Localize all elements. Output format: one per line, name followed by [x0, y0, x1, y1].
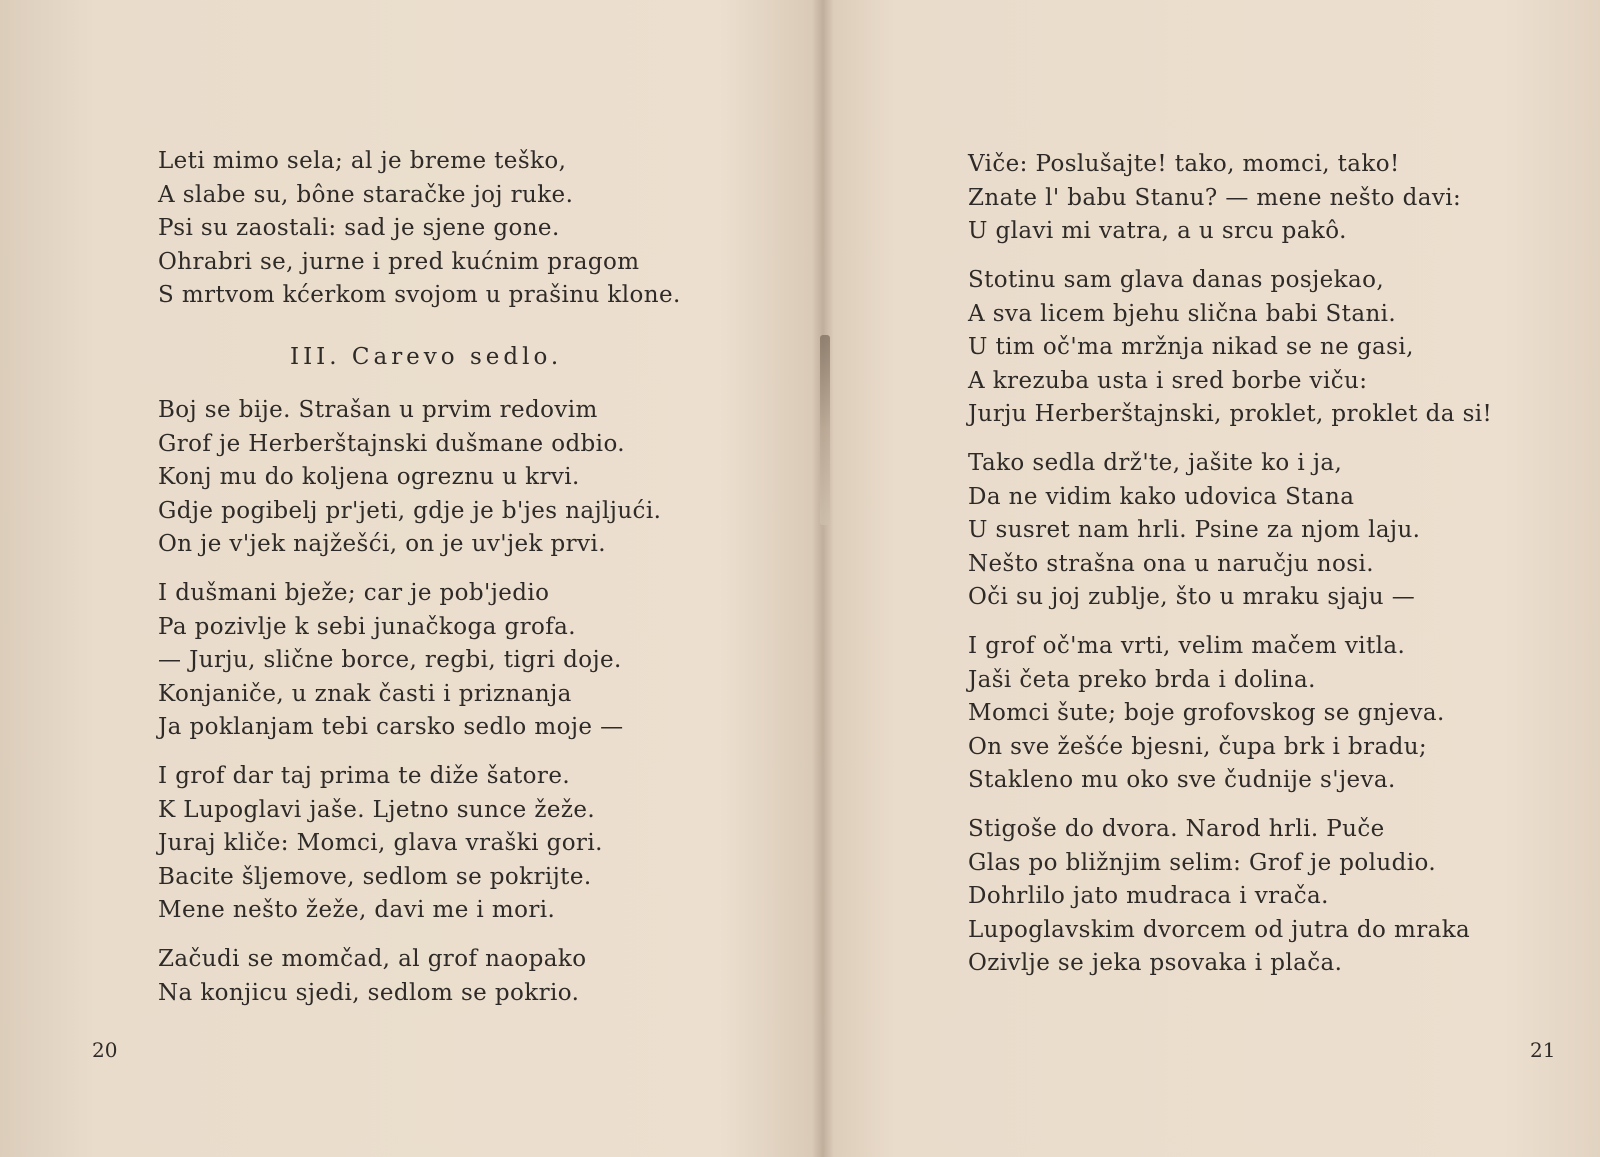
verse-line: Mene nešto žeže, davi me i mori. [158, 897, 556, 923]
verse-line: Boj se bije. Strašan u prvim redovim [158, 397, 598, 423]
verse-line: Stakleno mu oko sve čudnije s'jeva. [968, 767, 1396, 793]
section-heading: III. Carevo sedlo. [290, 343, 563, 370]
verse-line: On sve žešće bjesni, čupa brk i bradu; [968, 733, 1428, 760]
stanza [158, 145, 718, 313]
verse-line: Konjaniče, u znak časti i priznanja [158, 680, 572, 707]
verse-line: U glavi mi vatra, a u srcu pakô. [968, 218, 1347, 244]
verse-line: A slabe su, bône staračke joj ruke. [158, 181, 574, 208]
verse-line: U susret nam hrli. Psine za njom laju. [968, 517, 1421, 543]
verse-line: Stigoše do dvora. Narod hrli. Puče [968, 816, 1385, 842]
verse-line: Dohrlilo jato mudraca i vrača. [968, 883, 1329, 909]
verse-line: Ozivlje se jeka psovaka i plača. [968, 950, 1343, 976]
verse-line: Bacite šljemove, sedlom se pokrijte. [158, 863, 592, 890]
verse-line: Da ne vidim kako udovica Stana [968, 483, 1355, 510]
verse-line: Oči su joj zublje, što u mraku sjaju — [968, 584, 1416, 610]
stanza [968, 813, 1548, 981]
verse-line: Juraj kliče: Momci, glava vraški gori. [158, 830, 603, 856]
verse-line: A krezuba usta i sred borbe viču: [968, 367, 1368, 394]
verse-line: K Lupoglavi jaše. Ljetno sunce žeže. [158, 796, 596, 823]
verse-line: Jaši četa preko brda i dolina. [968, 666, 1316, 693]
stanza [968, 447, 1548, 615]
page-number: 21 [1530, 1038, 1556, 1062]
page-number: 20 [92, 1038, 118, 1062]
stanza [968, 630, 1548, 798]
stanza [968, 264, 1548, 432]
verse-line: I grof dar taj prima te diže šatore. [158, 763, 571, 789]
verse-line: I dušmani bježe; car je pob'jedio [158, 580, 550, 606]
verse-line: Leti mimo sela; al je breme teško, [158, 148, 567, 174]
verse-line: Momci šute; boje grofovskog se gnjeva. [968, 700, 1445, 726]
verse-line: S mrtvom kćerkom svojom u prašinu klone. [158, 282, 681, 308]
verse-line: — Jurju, slične borce, regbi, tigri doje. [158, 647, 622, 673]
right-page-text [968, 148, 1548, 996]
verse-line: Nešto strašna ona u naručju nosi. [968, 550, 1374, 577]
verse-line: Jurju Herberštajnski, proklet, proklet da si! [968, 401, 1493, 427]
left-page-text [158, 145, 718, 1026]
verse-line: On je v'jek najžešći, on je uv'jek prvi. [158, 531, 606, 557]
verse-line: Pa pozivlje k sebi junačkoga grofa. [158, 613, 576, 640]
stanza [158, 943, 718, 1010]
verse-line: Grof je Herberštajnski dušmane odbio. [158, 430, 625, 457]
stanza [158, 577, 718, 745]
verse-line: Ohrabri se, jurne i pred kućnim pragom [158, 248, 640, 275]
verse-line: Na konjicu sjedi, sedlom se pokrio. [158, 979, 580, 1006]
verse-line: Tako sedla drž'te, jašite ko i ja, [968, 450, 1343, 476]
verse-line: U tim oč'ma mržnja nikad se ne gasi, [968, 334, 1414, 360]
verse-line: Stotinu sam glava danas posjekao, [968, 267, 1385, 293]
stanza [968, 148, 1548, 249]
verse-line: Ja poklanjam tebi carsko sedlo moje — [158, 714, 624, 740]
verse-line: Glas po bližnjim selim: Grof je poludio. [968, 849, 1437, 876]
verse-line: Lupoglavskim dvorcem od jutra do mraka [968, 916, 1471, 943]
verse-line: A sva licem bjehu slična babi Stani. [968, 300, 1397, 327]
verse-line: Psi su zaostali: sad je sjene gone. [158, 215, 560, 241]
verse-line: Viče: Poslušajte! tako, momci, tako! [968, 151, 1400, 177]
verse-line: Gdje pogibelj pr'jeti, gdje je b'jes najljući. [158, 497, 662, 524]
verse-line: Konj mu do koljena ogreznu u krvi. [158, 464, 580, 490]
stanza [158, 760, 718, 928]
verse-line: Znate l' babu Stanu? — mene nešto davi: [968, 184, 1462, 211]
verse-line: Začudi se momčad, al grof naopako [158, 946, 587, 972]
verse-line: I grof oč'ma vrti, velim mačem vitla. [968, 633, 1406, 659]
right-page [820, 0, 1600, 1157]
stanza [158, 394, 718, 562]
